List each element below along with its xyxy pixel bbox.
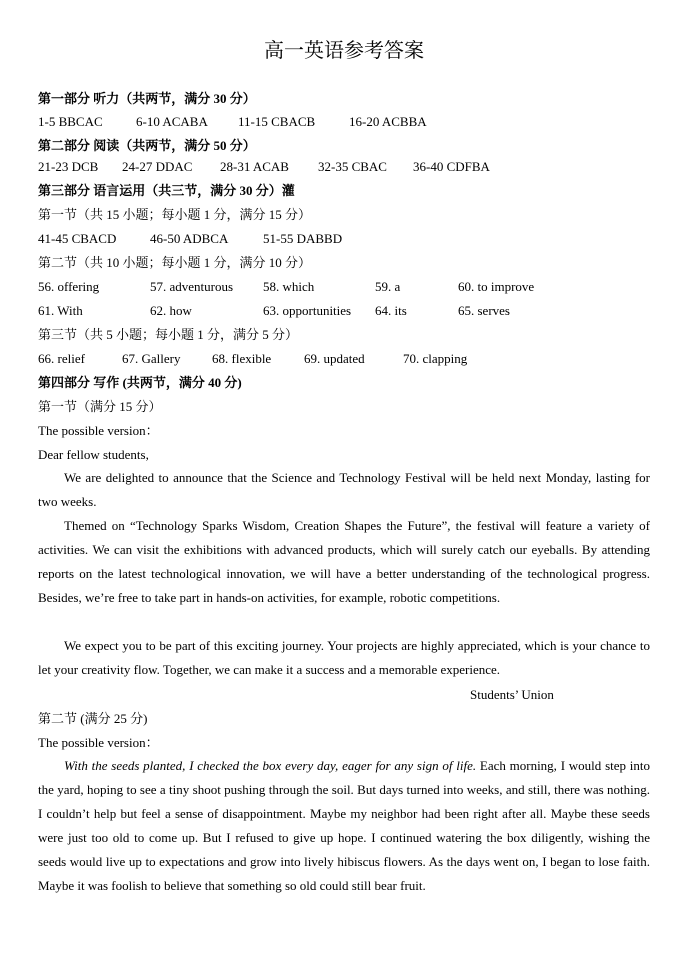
part1-answer: 16-20 ACBBA (349, 114, 427, 129)
version-label: The possible version： (38, 735, 159, 750)
part3-s2-answer: 57. adventurous (150, 279, 234, 294)
part3-s3-answer: 70. clapping (403, 351, 468, 366)
story-paragraph (38, 754, 650, 898)
letter-paragraph: Themed on “Technology Sparks Wisdom, Creation Shapes the Future”, the festival will feature a variety of activities. We can visit the exhibitions with advanced products, which will surely catch our eyeballs. By attending reports on the latest technological innovation, we will have a better understanding of the technological progress. Besides, we’re free to take part in hands-on activities, for example, robotic competitions. (38, 518, 650, 605)
part3-s2-answer: 61. With (38, 303, 83, 318)
part3-s2-answer: 60. to improve (458, 279, 535, 294)
part3-section2-heading: 第二节（共 10 小题；每小题 1 分，满分 10 分） (38, 255, 312, 270)
part1-answer: 1-5 BBCAC (38, 114, 103, 129)
part4-heading: 第四部分 写作 (共两节，满分 40 分) (38, 375, 242, 390)
letter-paragraph: We are delighted to announce that the Science and Technology Festival will be held next Monday, lasting for two weeks. (38, 470, 650, 509)
part3-s3-answer: 67. Gallery (122, 351, 181, 366)
part3-s3-answer: 68. flexible (212, 351, 272, 366)
part2-answer: 21-23 DCB (38, 159, 99, 174)
part3-s1-answer: 51-55 DABBD (263, 231, 343, 246)
part3-section1-heading: 第一节（共 15 小题；每小题 1 分，满分 15 分） (38, 207, 312, 222)
part1-heading: 第一部分 听力（共两节，满分 30 分） (38, 91, 256, 106)
part3-s3-answer: 66. relief (38, 351, 85, 366)
part3-heading: 第三部分 语言运用（共三节，满分 30 分）灌 (38, 183, 295, 198)
part3-s2-answer: 56. offering (38, 279, 100, 294)
part2-answer: 28-31 ACAB (220, 159, 289, 174)
part2-heading: 第二部分 阅读（共两节，满分 50 分） (38, 138, 256, 153)
part2-answer: 24-27 DDAC (122, 159, 193, 174)
story-continuation: Each morning, I would step into the yard, hoping to see a tiny shoot pushing through the soil. But days turned into weeks, and still, there was nothing. I couldn’t help but feel a sense of disappointment. Maybe my neighbor had been right after all. Maybe these seeds were just too old to come up. But I refused to give up hope. I continued watering the box diligently, wishing the seeds would live up to expectations and grow into lively hibiscus flowers. As the days went on, I began to lose faith. Maybe it was foolish to believe that something so old could still bear fruit. (38, 758, 650, 893)
part3-s2-answer: 65. serves (458, 303, 510, 318)
part3-s2-answer: 62. how (150, 303, 192, 318)
part4-section2-heading: 第二节 (满分 25 分) (38, 711, 148, 726)
part3-s1-answer: 46-50 ADBCA (150, 231, 229, 246)
version-label: The possible version： (38, 423, 159, 438)
part1-answer: 6-10 ACABA (136, 114, 208, 129)
part3-section3-heading: 第三节（共 5 小题；每小题 1 分，满分 5 分） (38, 327, 299, 342)
story-opening-sentence: With the seeds planted, I checked the box every day, eager for any sign of life. (64, 758, 477, 773)
part2-answer: 36-40 CDFBA (413, 159, 490, 174)
part2-answer: 32-35 CBAC (318, 159, 387, 174)
part3-s2-answer: 64. its (375, 303, 407, 318)
letter-signature: Students’ Union (470, 687, 554, 702)
part4-section1-heading: 第一节（满分 15 分） (38, 399, 162, 414)
part3-s3-answer: 69. updated (304, 351, 365, 366)
part3-s2-answer: 63. opportunities (263, 303, 352, 318)
letter-paragraph: We expect you to be part of this exciting journey. Your projects are highly appreciated, which is your chance to let your creativity flow. Together, we can make it a success and a memorable experience. (38, 638, 650, 677)
part3-s2-answer: 58. which (263, 279, 315, 294)
part3-s1-answer: 41-45 CBACD (38, 231, 117, 246)
page-title: 高一英语参考答案 (264, 38, 424, 62)
part3-s2-answer: 59. a (375, 279, 401, 294)
part1-answer: 11-15 CBACB (238, 114, 316, 129)
letter-greeting: Dear fellow students, (38, 447, 149, 462)
